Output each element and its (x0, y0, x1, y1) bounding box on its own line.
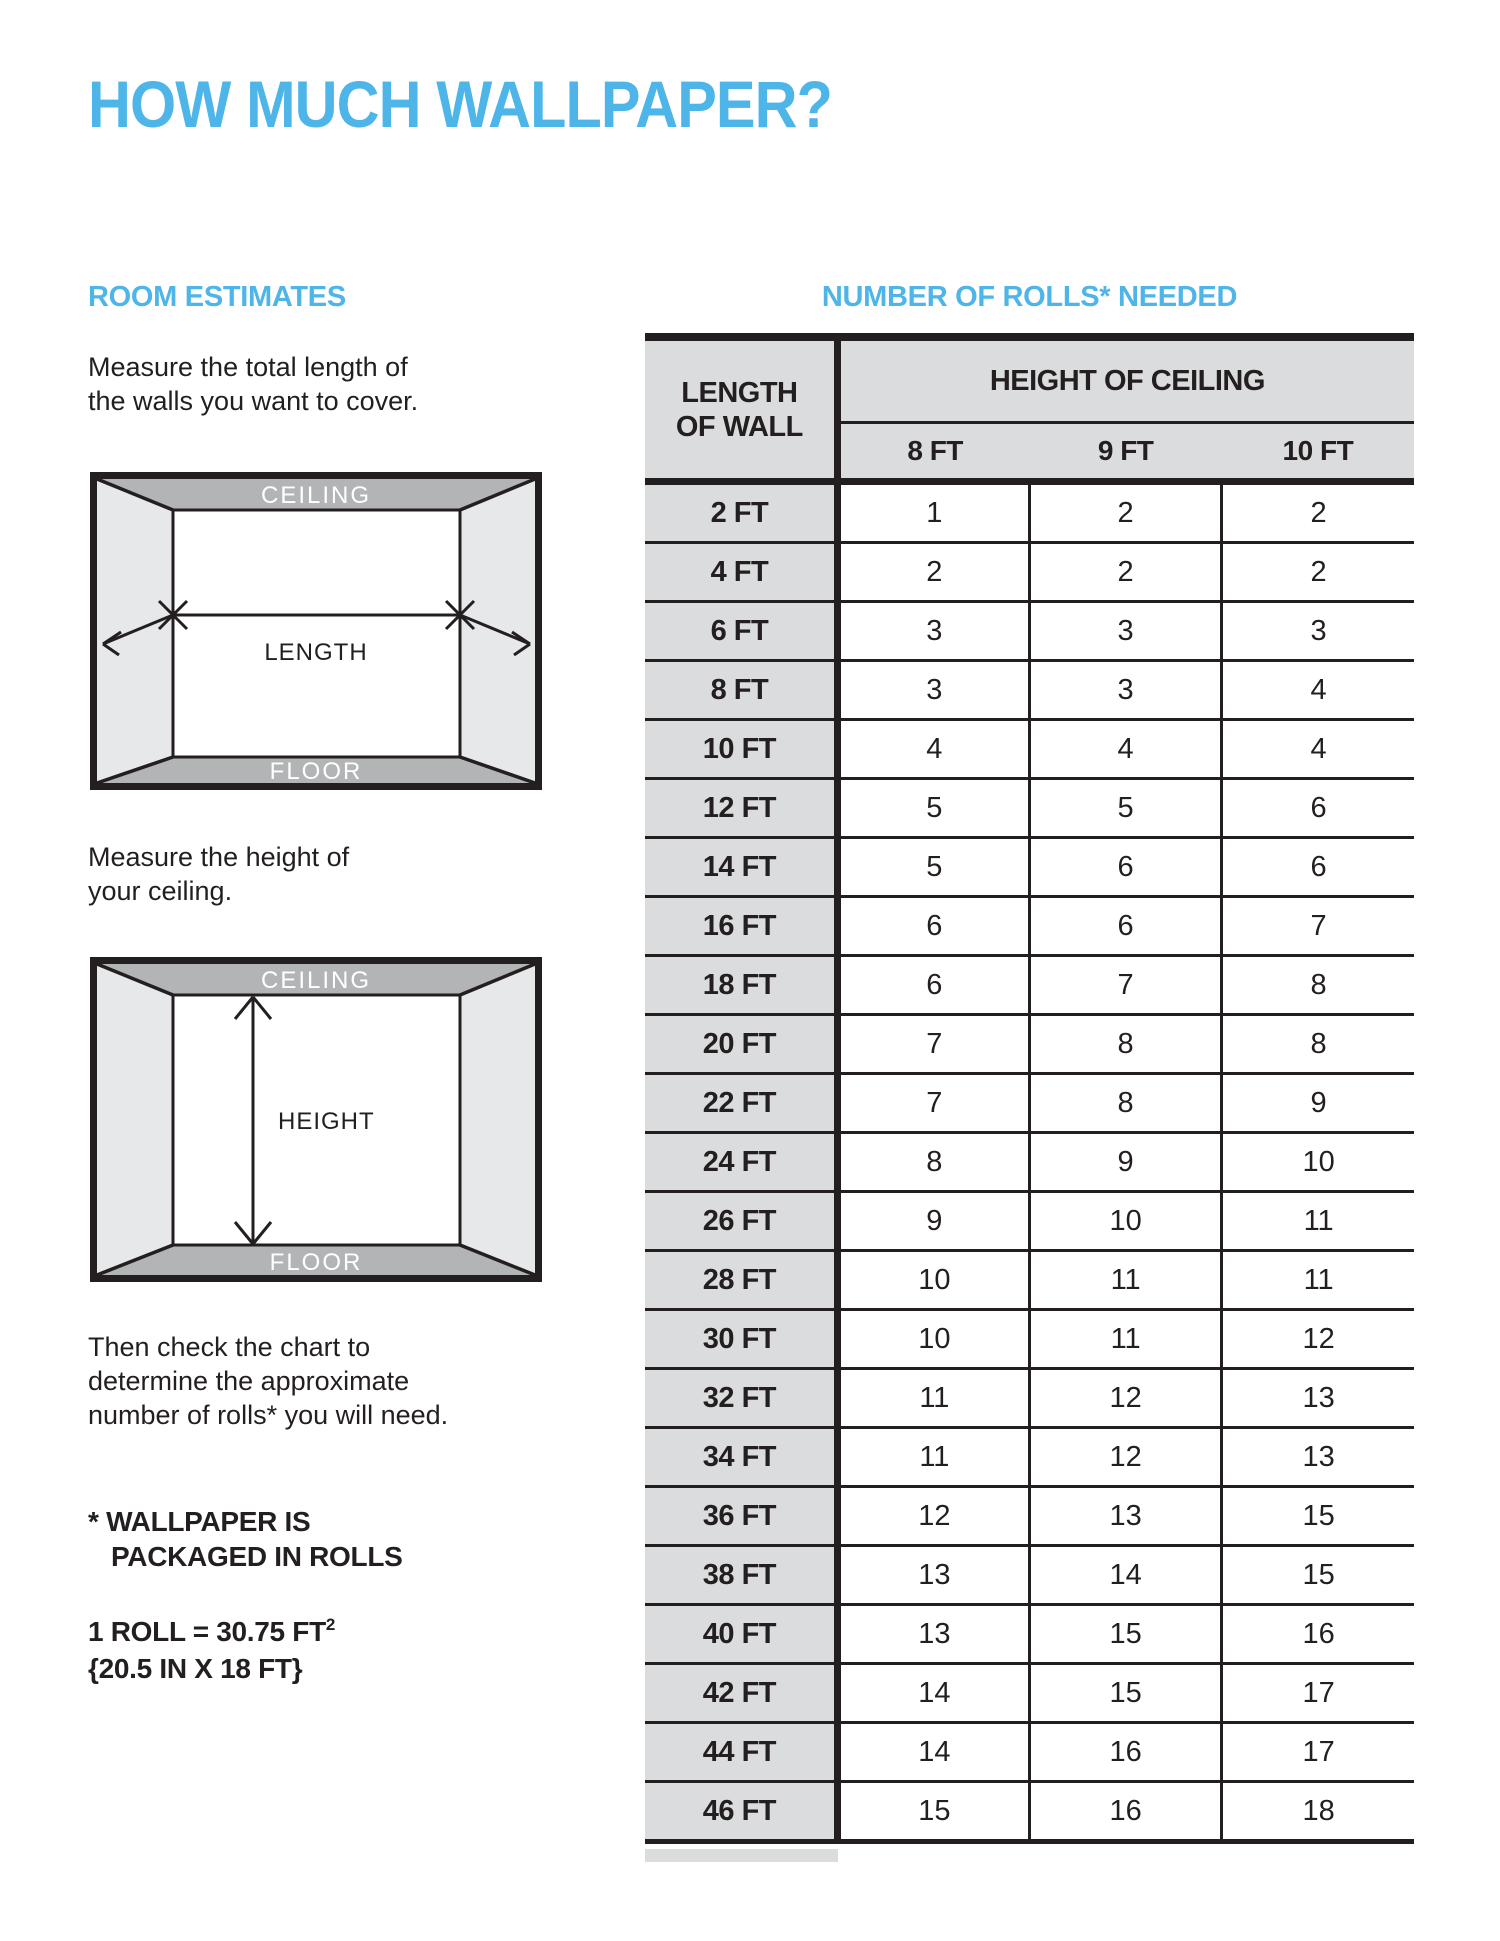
table-row (645, 956, 1414, 1015)
instruction-step-3 (88, 1330, 448, 1432)
table-row (645, 1369, 1414, 1428)
wall-length-label: 46 FT (645, 1782, 837, 1842)
rolls-value: 5 (1030, 779, 1222, 838)
rolls-value: 4 (1222, 720, 1414, 779)
rolls-value: 16 (1222, 1605, 1414, 1664)
rolls-value: 9 (1030, 1133, 1222, 1192)
wall-length-label: 36 FT (645, 1487, 837, 1546)
instruction-line: determine the approximate (88, 1366, 410, 1396)
rolls-value: 8 (1222, 956, 1414, 1015)
floor-label: FLOOR (269, 758, 363, 785)
left-wall (97, 964, 173, 1275)
rolls-value: 1 (837, 482, 1029, 543)
rolls-value: 3 (1030, 602, 1222, 661)
table-row (645, 720, 1414, 779)
note-line: PACKAGED IN ROLLS (111, 1541, 403, 1572)
table-row (645, 661, 1414, 720)
table-row (645, 482, 1414, 543)
header-line: OF WALL (675, 410, 803, 443)
col-header-9ft: 9 FT (1030, 423, 1222, 482)
height-diagram (90, 957, 542, 1282)
table-row (645, 1782, 1414, 1842)
rolls-value: 12 (837, 1487, 1029, 1546)
table-row (645, 1723, 1414, 1782)
rolls-value: 10 (1222, 1133, 1414, 1192)
ceiling-label: CEILING (260, 482, 372, 509)
instruction-step-1 (88, 350, 418, 418)
table-row (645, 1428, 1414, 1487)
length-of-wall-header (645, 337, 837, 482)
wall-length-label: 42 FT (645, 1664, 837, 1723)
rolls-value: 3 (837, 602, 1029, 661)
roll-size-info (88, 1606, 335, 1687)
rolls-value: 3 (1222, 602, 1414, 661)
table-row (645, 897, 1414, 956)
table-row (645, 543, 1414, 602)
room-estimates-heading: ROOM ESTIMATES (88, 281, 346, 313)
rolls-value: 16 (1030, 1723, 1222, 1782)
instruction-line: Measure the height of (88, 842, 350, 872)
rolls-value: 11 (837, 1428, 1029, 1487)
wall-length-label: 28 FT (645, 1251, 837, 1310)
rolls-value: 15 (1030, 1664, 1222, 1723)
rolls-value: 2 (837, 543, 1029, 602)
wall-length-label: 22 FT (645, 1074, 837, 1133)
rolls-value: 11 (1222, 1192, 1414, 1251)
rolls-value: 18 (1222, 1782, 1414, 1842)
rolls-value: 2 (1030, 543, 1222, 602)
instruction-line: Measure the total length of (88, 352, 408, 382)
wall-length-label: 14 FT (645, 838, 837, 897)
table-row (645, 1074, 1414, 1133)
rolls-needed-heading: NUMBER OF ROLLS* NEEDED (821, 281, 1238, 313)
table-row (645, 602, 1414, 661)
rolls-value: 11 (1030, 1310, 1222, 1369)
page-title: HOW MUCH WALLPAPER? (88, 67, 833, 141)
rolls-value: 9 (1222, 1074, 1414, 1133)
wall-length-label: 20 FT (645, 1015, 837, 1074)
wall-length-label: 2 FT (645, 482, 837, 543)
table-row (645, 1664, 1414, 1723)
rolls-value: 5 (837, 838, 1029, 897)
table-header-row (645, 337, 1414, 423)
rolls-value: 13 (837, 1605, 1029, 1664)
rolls-value: 16 (1030, 1782, 1222, 1842)
instruction-line: number of rolls* you will need. (88, 1400, 449, 1430)
squared-superscript: 2 (325, 1615, 336, 1634)
rolls-value: 14 (837, 1664, 1029, 1723)
roll-dimensions: {20.5 IN X 18 FT} (88, 1653, 303, 1684)
wall-length-label: 16 FT (645, 897, 837, 956)
rolls-value: 14 (837, 1723, 1029, 1782)
length-label: LENGTH (264, 639, 368, 666)
rolls-value: 3 (1030, 661, 1222, 720)
rolls-value: 7 (837, 1074, 1029, 1133)
rolls-value: 6 (1030, 838, 1222, 897)
rolls-value: 10 (1030, 1192, 1222, 1251)
rolls-value: 2 (1030, 482, 1222, 543)
rolls-value: 5 (837, 779, 1029, 838)
floor-label: FLOOR (269, 1249, 363, 1276)
wall-length-label: 40 FT (645, 1605, 837, 1664)
rolls-value: 9 (837, 1192, 1029, 1251)
rolls-value: 12 (1030, 1428, 1222, 1487)
rolls-value: 12 (1222, 1310, 1414, 1369)
rolls-value: 13 (1222, 1369, 1414, 1428)
wall-length-label: 6 FT (645, 602, 837, 661)
rolls-value: 8 (837, 1133, 1029, 1192)
rolls-value: 13 (1030, 1487, 1222, 1546)
roll-equation: 1 ROLL = 30.75 $FT^2$ (88, 1615, 336, 1647)
rolls-value: 6 (837, 897, 1029, 956)
rolls-value: 17 (1222, 1723, 1414, 1782)
length-diagram (90, 472, 542, 790)
rolls-value: 15 (1222, 1487, 1414, 1546)
rolls-value: 4 (1222, 661, 1414, 720)
instruction-step-2 (88, 840, 349, 908)
rolls-table (645, 333, 1414, 1844)
table-row (645, 1015, 1414, 1074)
rolls-value: 15 (1222, 1546, 1414, 1605)
wall-length-label: 26 FT (645, 1192, 837, 1251)
wall-length-label: 38 FT (645, 1546, 837, 1605)
wall-length-label: 30 FT (645, 1310, 837, 1369)
col-header-10ft: 10 FT (1222, 423, 1414, 482)
rolls-value: 15 (1030, 1605, 1222, 1664)
wallpaper-rolls-note (88, 1504, 403, 1574)
height-label: HEIGHT (278, 1108, 375, 1135)
instruction-line: Then check the chart to (88, 1332, 371, 1362)
wall-length-label: 10 FT (645, 720, 837, 779)
col-header-8ft: 8 FT (837, 423, 1029, 482)
wall-length-label: 4 FT (645, 543, 837, 602)
wall-length-label: 34 FT (645, 1428, 837, 1487)
rolls-value: 4 (1030, 720, 1222, 779)
note-line: * WALLPAPER IS (88, 1506, 311, 1537)
rolls-value: 11 (1030, 1251, 1222, 1310)
table-row (645, 1546, 1414, 1605)
table-body (645, 482, 1414, 1842)
instruction-line: the walls you want to cover. (88, 386, 419, 416)
table-row (645, 1605, 1414, 1664)
rolls-value: 7 (1030, 956, 1222, 1015)
instruction-line: your ceiling. (88, 876, 233, 906)
rolls-value: 13 (837, 1546, 1029, 1605)
table-row (645, 1487, 1414, 1546)
rolls-value: 8 (1222, 1015, 1414, 1074)
wall-length-label: 18 FT (645, 956, 837, 1015)
rolls-value: 6 (1030, 897, 1222, 956)
rolls-table-container (645, 333, 1414, 1844)
rolls-value: 6 (837, 956, 1029, 1015)
wall-length-label: 12 FT (645, 779, 837, 838)
rolls-value: 14 (1030, 1546, 1222, 1605)
wall-length-label: 8 FT (645, 661, 837, 720)
rolls-value: 2 (1222, 482, 1414, 543)
table-row (645, 1133, 1414, 1192)
rolls-value: 4 (837, 720, 1029, 779)
rolls-value: 11 (1222, 1251, 1414, 1310)
table-row (645, 838, 1414, 897)
rolls-value: 17 (1222, 1664, 1414, 1723)
rolls-value: 15 (837, 1782, 1029, 1842)
table-row (645, 1310, 1414, 1369)
rolls-value: 10 (837, 1310, 1029, 1369)
rolls-value: 6 (1222, 838, 1414, 897)
rolls-value: 10 (837, 1251, 1029, 1310)
rolls-value: 13 (1222, 1428, 1414, 1487)
rolls-value: 7 (837, 1015, 1029, 1074)
rolls-value: 8 (1030, 1074, 1222, 1133)
rolls-value: 2 (1222, 543, 1414, 602)
table-footer-strip (645, 1849, 838, 1862)
rolls-value: 7 (1222, 897, 1414, 956)
back-wall (173, 510, 460, 757)
rolls-value: 6 (1222, 779, 1414, 838)
right-wall (460, 964, 535, 1275)
wall-length-label: 32 FT (645, 1369, 837, 1428)
wall-length-label: 44 FT (645, 1723, 837, 1782)
rolls-value: 11 (837, 1369, 1029, 1428)
table-row (645, 779, 1414, 838)
rolls-value: 12 (1030, 1369, 1222, 1428)
ceiling-label: CEILING (260, 967, 372, 994)
height-of-ceiling-header: HEIGHT OF CEILING (837, 337, 1414, 423)
rolls-value: 3 (837, 661, 1029, 720)
rolls-value: 8 (1030, 1015, 1222, 1074)
table-row (645, 1251, 1414, 1310)
wall-length-label: 24 FT (645, 1133, 837, 1192)
table-row (645, 1192, 1414, 1251)
header-line: LENGTH (681, 376, 798, 409)
